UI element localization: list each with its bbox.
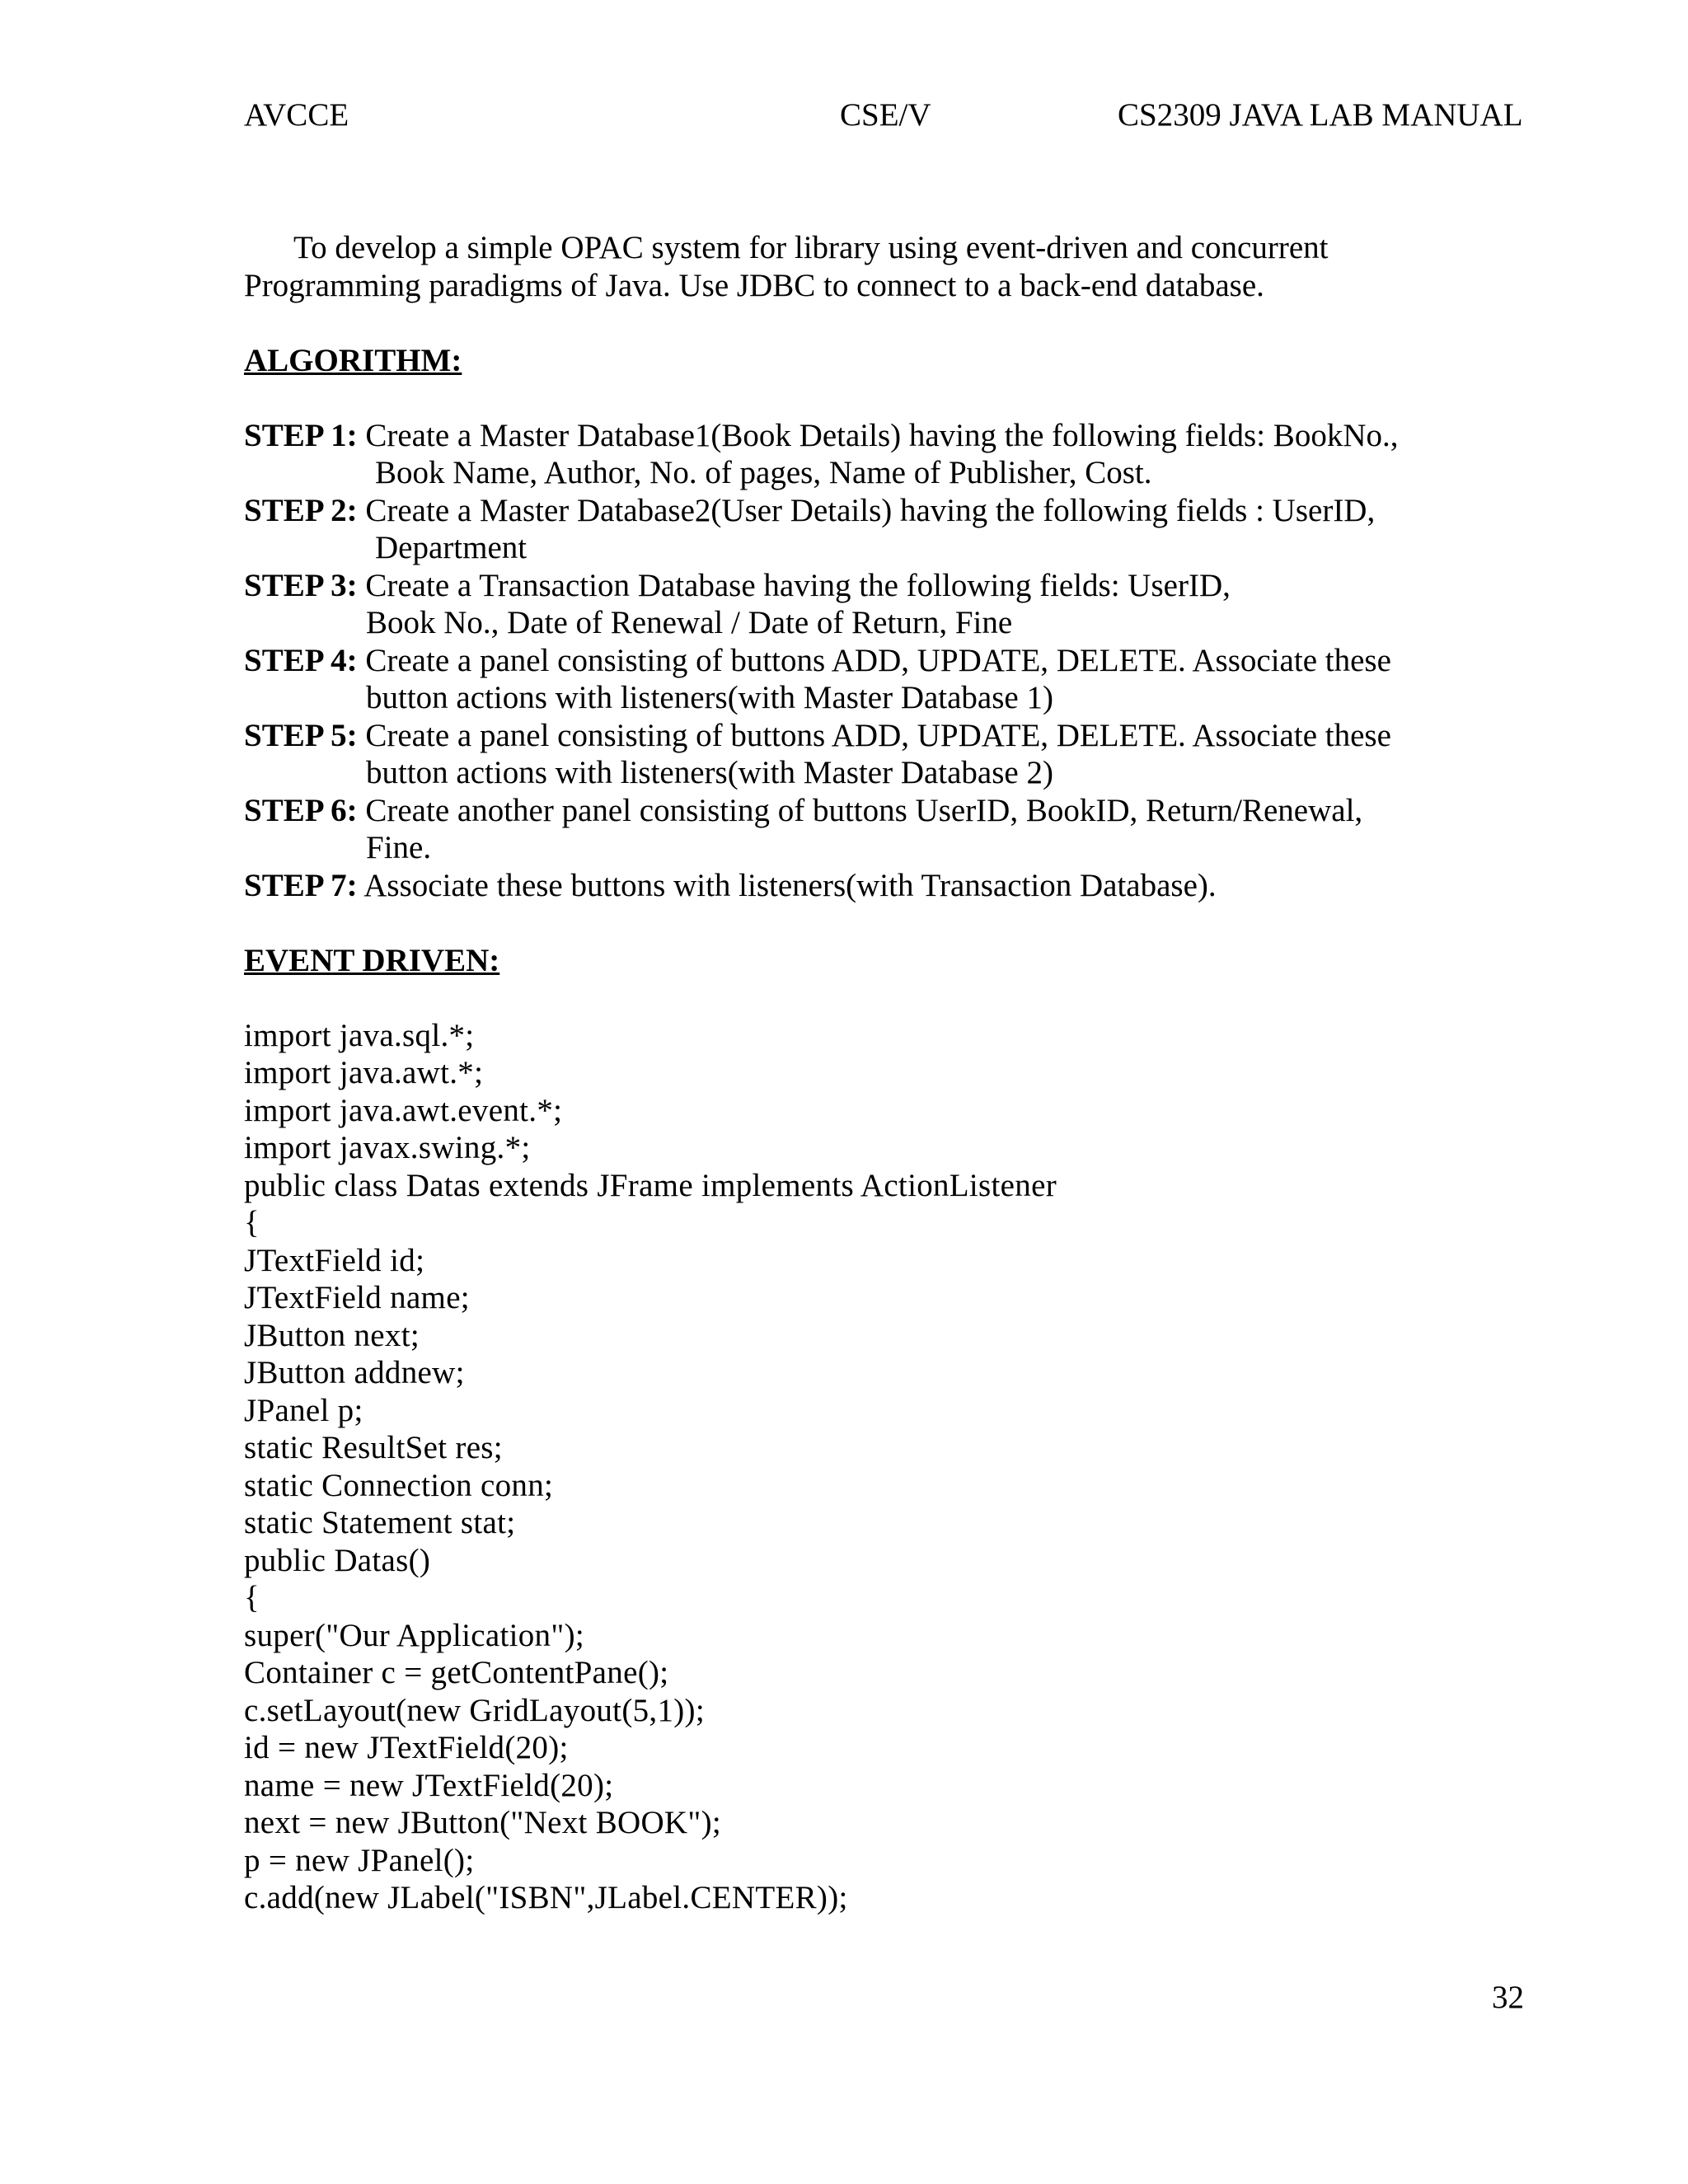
code-line: JTextField name;: [244, 1280, 470, 1315]
code-line: c.add(new JLabel("ISBN",JLabel.CENTER));: [244, 1880, 848, 1915]
step-text: Create a Transaction Database having the following fields: UserID,: [365, 567, 1231, 603]
aim-line-2: Programming paradigms of Java. Use JDBC to connect to a back-end database.: [244, 267, 1264, 303]
event-driven-heading: EVENT DRIVEN:: [244, 942, 500, 978]
code-line: id = new JTextField(20);: [244, 1730, 569, 1765]
page-content: [244, 229, 1546, 1917]
code-line: static Statement stat;: [244, 1505, 516, 1540]
code-line: import java.awt.event.*;: [244, 1092, 563, 1128]
step-text: Create another panel consisting of buttons UserID, BookID, Return/Renewal,: [365, 792, 1363, 828]
code-line: static ResultSet res;: [244, 1430, 503, 1465]
code-line: public Datas(): [244, 1542, 431, 1578]
step-text: Create a Master Database2(User Details) having the following fields : UserID,: [365, 492, 1376, 528]
step-label: STEP 4:: [244, 642, 358, 678]
step-label: STEP 7:: [244, 867, 358, 903]
code-line: JPanel p;: [244, 1392, 363, 1428]
code-line: Container c = getContentPane();: [244, 1655, 669, 1690]
header-center: CSE/V: [840, 97, 931, 133]
code-line: JButton next;: [244, 1317, 420, 1353]
step-text-continued: button actions with listeners(with Master Database 2): [366, 755, 1053, 790]
code-line: JButton addnew;: [244, 1355, 465, 1390]
step-text: Associate these buttons with listeners(with Transaction Database).: [363, 867, 1217, 903]
step-text: Create a panel consisting of buttons ADD, UPDATE, DELETE. Associate these: [365, 717, 1391, 753]
code-line: c.setLayout(new GridLayout(5,1));: [244, 1692, 705, 1728]
header-left: AVCCE: [244, 97, 349, 133]
code-line: {: [244, 1205, 260, 1240]
code-line: static Connection conn;: [244, 1467, 554, 1503]
step-6: [244, 792, 1546, 867]
step-label: STEP 2:: [244, 492, 358, 528]
step-7: [244, 867, 1546, 905]
step-label: STEP 3:: [244, 567, 358, 603]
code-line: public class Datas extends JFrame implements ActionListener: [244, 1167, 1057, 1203]
header-right: CS2309 JAVA LAB MANUAL: [1118, 97, 1523, 133]
step-5: [244, 717, 1546, 792]
code-line: import java.sql.*;: [244, 1017, 475, 1053]
code-listing: [244, 1017, 1546, 1917]
code-line: JTextField id;: [244, 1242, 425, 1278]
step-label: STEP 1:: [244, 417, 358, 453]
step-label: STEP 6:: [244, 792, 358, 828]
step-text-continued: Book No., Date of Renewal / Date of Return, Fine: [366, 605, 1013, 640]
step-text-continued: Book Name, Author, No. of pages, Name of Publisher, Cost.: [375, 455, 1152, 490]
code-line: import java.awt.*;: [244, 1055, 484, 1090]
code-line: name = new JTextField(20);: [244, 1767, 614, 1803]
code-line: next = new JButton("Next BOOK");: [244, 1805, 722, 1840]
code-line: import javax.swing.*;: [244, 1130, 531, 1165]
algorithm-heading: ALGORITHM:: [244, 342, 462, 378]
step-label: STEP 5:: [244, 717, 358, 753]
page-number: 32: [1492, 1980, 1524, 2015]
step-text-continued: Fine.: [366, 830, 432, 865]
step-text-continued: button actions with listeners(with Master Database 1): [366, 680, 1053, 715]
step-4: [244, 642, 1546, 717]
aim-line-1: To develop a simple OPAC system for library using event-driven and concurrent: [293, 230, 1329, 265]
step-3: [244, 567, 1546, 642]
step-2: [244, 492, 1546, 567]
code-line: p = new JPanel();: [244, 1842, 475, 1878]
step-text: Create a panel consisting of buttons ADD, UPDATE, DELETE. Associate these: [365, 642, 1391, 678]
code-line: super("Our Application");: [244, 1617, 585, 1653]
step-text-continued: Department: [375, 530, 528, 565]
step-1: [244, 417, 1546, 492]
step-text: Create a Master Database1(Book Details) having the following fields: BookNo.,: [365, 417, 1399, 453]
code-line: {: [244, 1580, 260, 1615]
